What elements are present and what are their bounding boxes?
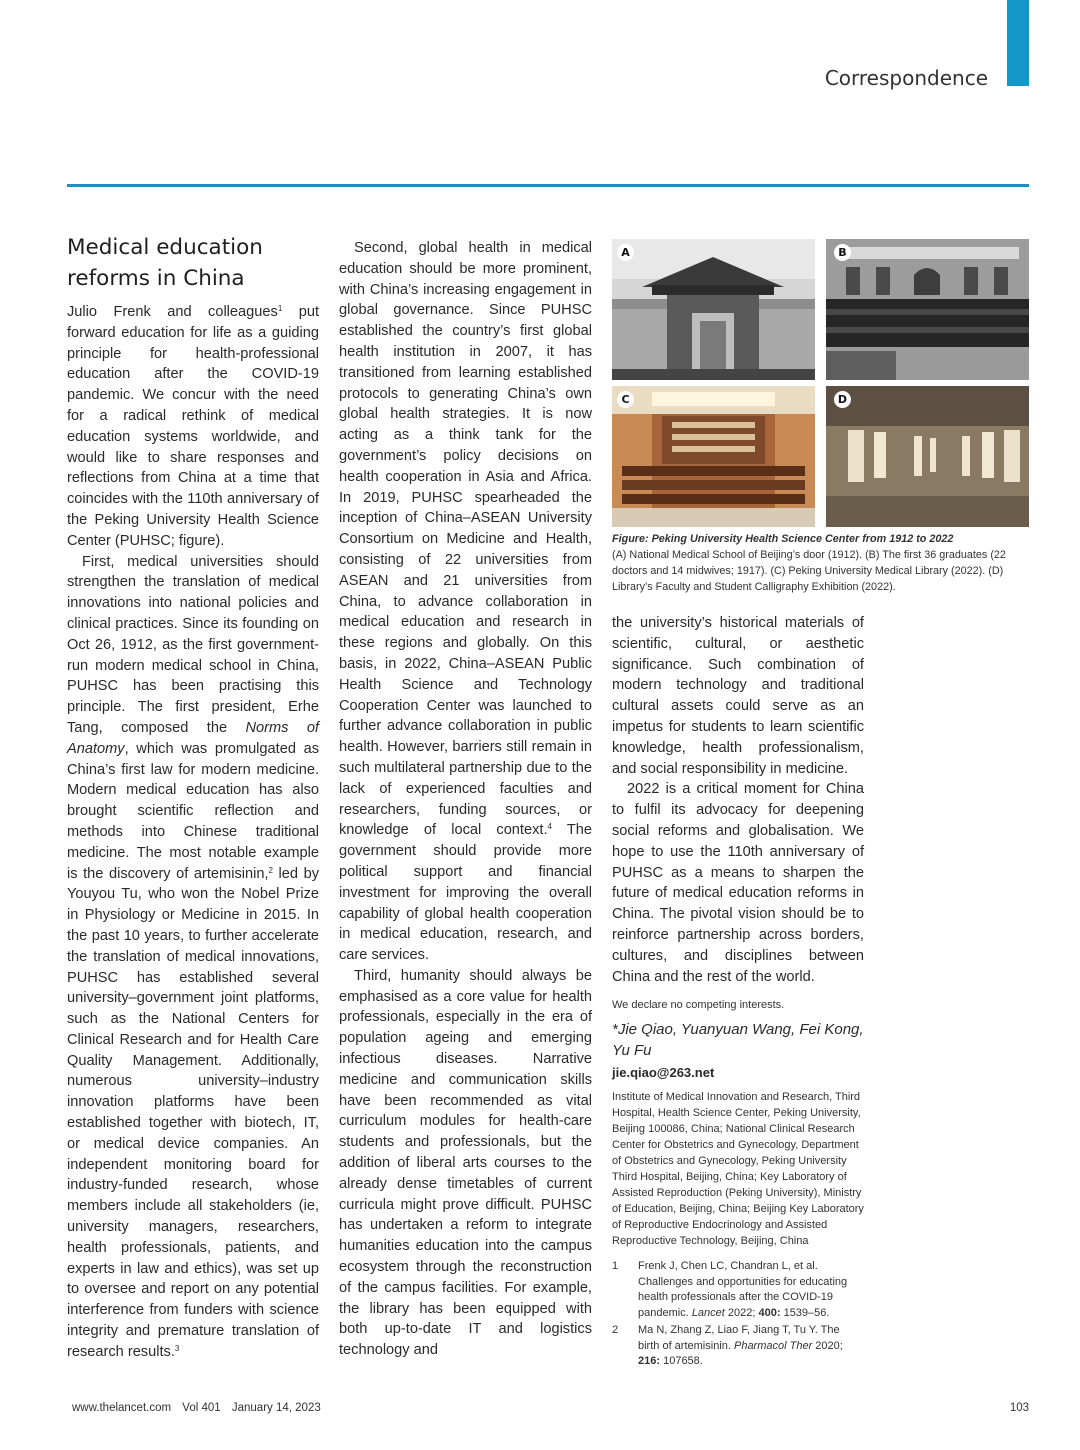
ref-volume: 400:: [758, 1306, 781, 1319]
reference-number: 1: [612, 1260, 619, 1273]
figure-panel-c: [612, 386, 815, 527]
figure-panel-b: [826, 239, 1029, 380]
library-photo-icon: [612, 386, 815, 527]
title-line-1: Medical education: [67, 235, 263, 260]
citation-2[interactable]: 2: [268, 865, 273, 875]
p1-text-b: put forward education for life as a guiding principle for health-professional education after the COVID-19 pandemic. We concur with the need for a radical rethink of medical education systems worldwide, and would like to share responses and reflections from China at a time that coincides with the 110th anniversary of the Peking University Health Science Center (PUHSC; figure).: [67, 304, 320, 549]
ref-journal: Pharmacol Ther: [733, 1339, 813, 1352]
paragraph-3: [339, 238, 592, 966]
caption-b-label: (B): [865, 549, 880, 561]
reference-1: [612, 1259, 864, 1321]
footer-volume: Vol 401: [182, 1402, 221, 1414]
paragraph-5: the university’s historical materials of scientific, cultural, or aesthetic significance. Such combination of modern technology and traditional cultural assets could serve as an impetus for students to learn scientific knowledge, health professionalism, and social responsibility in medicine.: [612, 615, 864, 777]
p3-text-b: The government should provide more political support and financial investment for improving the overall capability of global health cooperation in medical education, research, and care services.: [339, 822, 592, 964]
paragraph-2: [67, 552, 319, 1363]
p1-text-a: Julio Frenk and colleagues: [67, 304, 278, 320]
p2-text-b: , which was promulgated as China’s first law for modern medicine. Modern medical education has also brought scientific reflection and methods into Chinese traditional medicine. The most notable example is the discovery of artemisinin,: [67, 740, 319, 882]
paragraph-1: [67, 302, 319, 552]
p2-italic-title: Norms of Anatomy: [67, 719, 319, 757]
corner-accent-bar: [1007, 0, 1029, 86]
caption-a-text: National Medical School of Beijing’s door (1912).: [626, 549, 866, 561]
column-2: [339, 238, 592, 1361]
caption-c-label: (C): [770, 565, 786, 577]
ref-text-a: Ma N, Zhang Z, Liao F, Jiang T, Tu Y. The birth of artemisinin.: [638, 1324, 840, 1352]
panel-label-d: D: [834, 391, 851, 408]
footer-site[interactable]: www.thelancet.com: [72, 1402, 172, 1414]
caption-a-label: (A): [612, 549, 627, 561]
panel-label-c: C: [617, 391, 634, 408]
panel-label-b: B: [834, 244, 851, 261]
citation-1[interactable]: 1: [277, 304, 283, 313]
ref-text-c: 1539–56.: [780, 1306, 830, 1319]
caption-d-text: Library’s Faculty and Student Calligraphy Exhibition (2022).: [612, 581, 896, 593]
affiliation: Institute of Medical Innovation and Research, Third Hospital, Health Science Center, Peking University, Beijing 100086, China; National Clinical Research Center for Obstetrics and Gynecology, Department of Obstetrics and Gynecology, Peking University Third Hospital, Beijing, China; Key Laboratory of Assisted Reproduction (Peking University), Ministry of Education, Beijing, China; Beijing Key Laboratory of Reproductive Endocrinology and Assisted Reproductive Technology, Beijing, China: [612, 1091, 864, 1248]
p3-text-a: Second, global health in medical education should be more prominent, with China’s increasing engagement in global governance. Since PUHSC established the country’s first global health institution in 2007, it has transitioned from learning established protocols to generating China’s own global health strategies. It is now acting as a think tank for the government’s policy decisions on health cooperation in Asia and Africa. In 2019, PUHSC spearheaded the inception of China–ASEAN University Consortium on Medicine and Health, consisting of 22 universities from ASEAN and 21 universities from China, to advance collaboration in medical education and research in these regions and globally. On this basis, in 2022, China–ASEAN Public Health Science and Technology Cooperation Center was launched to further advance collaboration in public health. However, barriers still remain in such multilateral partnership due to the lack of experienced faculties and researchers, funding sources, or knowledge of local context.: [339, 240, 592, 839]
figure-caption: [612, 531, 1029, 595]
ref-volume: 216:: [638, 1355, 661, 1368]
authors: *Jie Qiao, Yuanyuan Wang, Fei Kong, Yu Fu: [612, 1021, 864, 1060]
reference-text: [638, 1323, 864, 1370]
reference-text: [638, 1259, 864, 1321]
ref-text-b: 2020;: [812, 1339, 843, 1352]
caption-c-text: Peking University Medical Library (2022).: [785, 565, 989, 577]
footer-date: January 14, 2023: [231, 1402, 321, 1414]
figure: [612, 239, 1029, 527]
reference-number: 2: [612, 1324, 619, 1337]
figure-panel-a: [612, 239, 815, 380]
gate-photo-icon: [612, 239, 815, 380]
email-link[interactable]: jie.qiao@263.net: [612, 1065, 715, 1081]
section-label: Correspondence: [824, 66, 988, 90]
title-line-2: reforms in China: [67, 266, 245, 291]
group-photo-icon: [826, 239, 1029, 380]
ref-text-a: Frenk J, Chen LC, Chandran L, et al. Challenges and opportunities for educating health professionals after the COVID-19 pandemic.: [638, 1260, 848, 1319]
column-3: [612, 613, 864, 1372]
ref-journal: Lancet: [691, 1306, 725, 1319]
caption-b-text: The first 36 graduates (22 doctors and 14 midwives; 1917).: [612, 549, 1006, 577]
caption-body: [612, 547, 1029, 595]
paragraph-6: 2022 is a critical moment for China to fulfil its advocacy for deepening social reforms and globalisation. We hope to use the 110th anniversary of PUHSC as a means to sharpen the future of medical education reforms in China. The pivotal vision should be to reinforce partnership across borders, cultures, and disciplines between China and the rest of the world.: [612, 781, 864, 985]
reference-2: [612, 1323, 864, 1370]
column-1: [67, 232, 319, 1363]
exhibition-photo-icon: [826, 386, 1029, 527]
references: [612, 1259, 864, 1370]
figure-panel-d: [826, 386, 1029, 527]
article-title: [67, 232, 319, 294]
ref-text-b: 2022;: [724, 1306, 759, 1319]
header-rule: [67, 184, 1029, 187]
caption-d-label: (D): [988, 565, 1004, 577]
p2-text-a: First, medical universities should strengthen the translation of medical innovations into national policies and clinical practices. Since its founding on Oct 26, 1912, as the first government-run modern medical school in China, PUHSC has been practising this principle. The first president, Erhe Tang, composed the: [67, 553, 319, 736]
panel-label-a: A: [617, 244, 634, 261]
page-footer: [72, 1402, 329, 1414]
page-number: 103: [1009, 1402, 1029, 1414]
ref-text-c: 107658.: [660, 1355, 703, 1368]
paragraph-4: Third, humanity should always be emphasised as a core value for health professionals, especially in the era of population ageing and emerging infectious diseases. Narrative medicine and communication skills have been recommended as vital curriculum modules for health-care students and professionals, but the addition of liberal arts courses to the already dense timetables of current curricula might prove difficult. PUHSC has undertaken a reform to integrate humanities education into the campus ecosystem through the reconstruction of the campus facilities. For example, the library has been equipped with both up-to-date IT and logistics technology and: [339, 967, 592, 1359]
citation-3[interactable]: 3: [174, 1343, 180, 1353]
competing-interests: We declare no competing interests.: [612, 999, 785, 1012]
p2-text-c: led by Youyou Tu, who won the Nobel Prize in Physiology or Medicine in 2015. In the past 10 years, to further accelerate the translation of medical innovations, PUHSC has established several university–government joint platforms, such as the National Centers for Clinical Research and for Health Care Quality Management. Additionally, numerous university–industry innovation platforms have been established together with biotech, IT, or medical device companies. An independent monitoring board for industry-funded research, whose members include all stakeholders (ie, university managers, researchers, health professionals, patients, and experts in law and ethics), was set up to oversee and report on any potential interference from funders with science integrity and premature translation of research results.: [67, 865, 319, 1360]
citation-4[interactable]: 4: [547, 822, 552, 832]
caption-title: Figure: Peking University Health Science Center from 1912 to 2022: [612, 533, 954, 545]
